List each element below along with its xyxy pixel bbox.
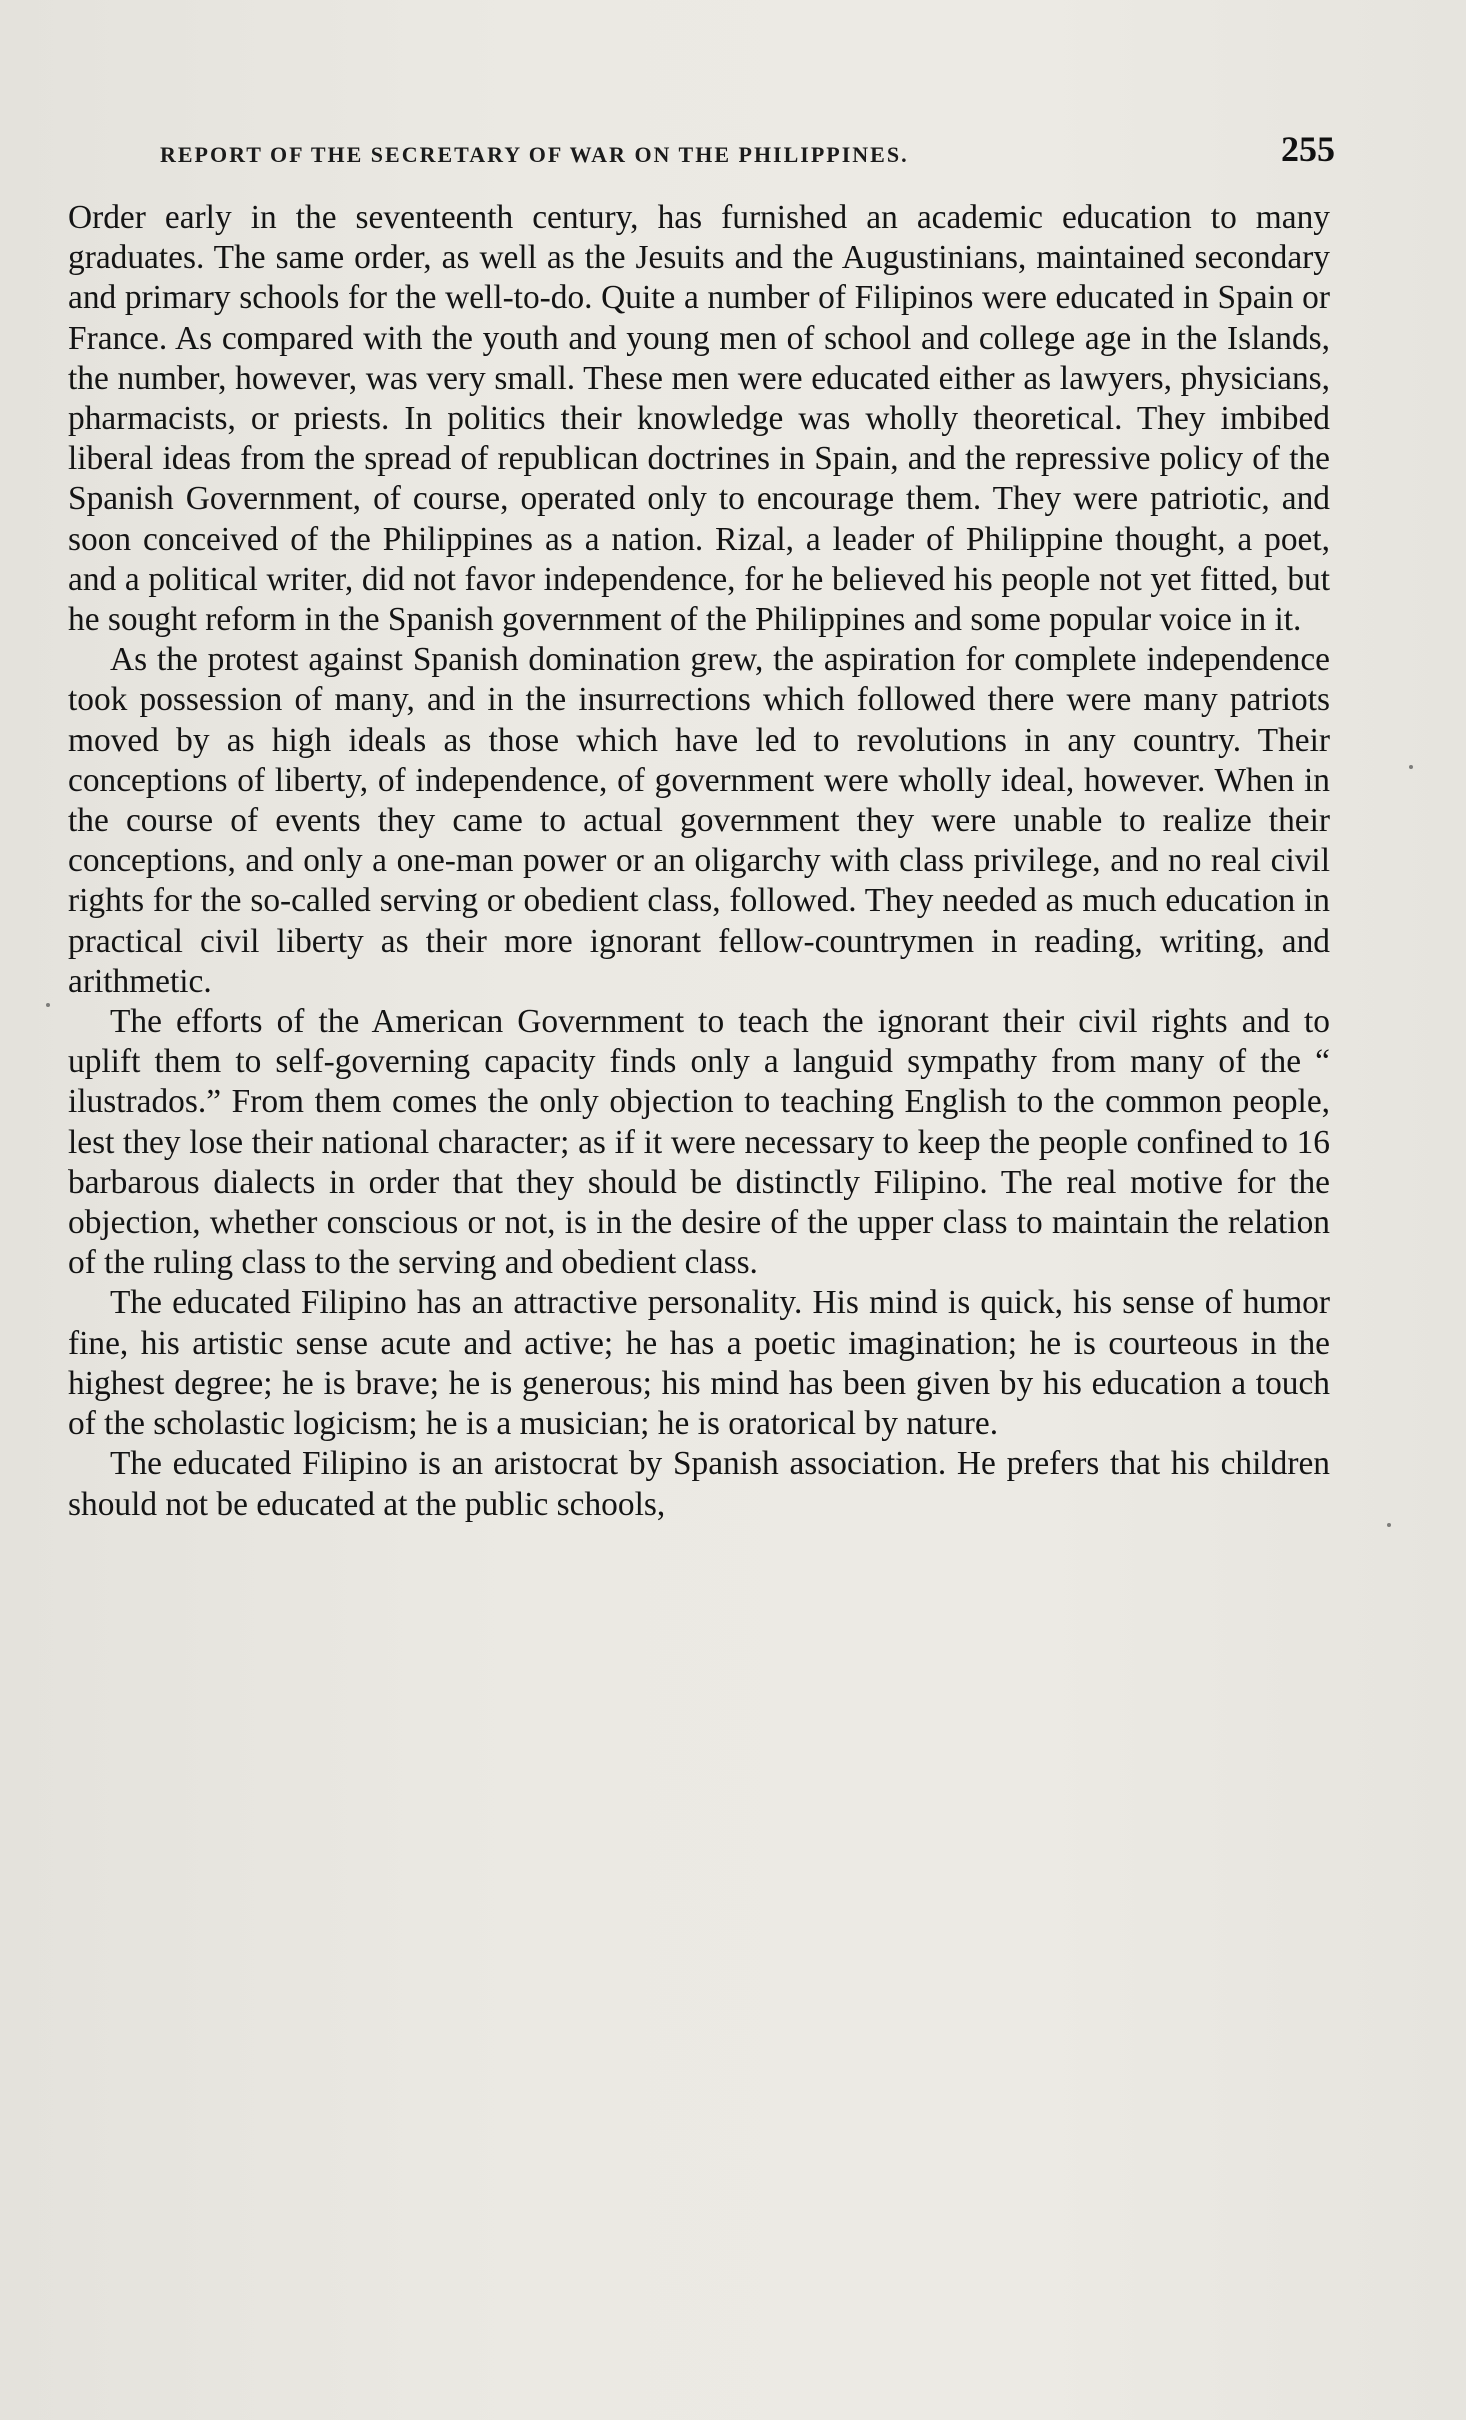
running-head: REPORT OF THE SECRETARY OF WAR ON THE PHILIPPINES. [160, 142, 909, 167]
page-header [160, 128, 1335, 188]
body-text [68, 198, 1330, 1525]
scan-speck [1409, 765, 1413, 769]
page-number: 255 [1281, 129, 1335, 169]
paragraph-3: The efforts of the American Government to teach the ignorant their civil rights and to uplift them to self-governing capacity finds only a languid sympathy from many of the “ ilustrados.” From them comes the only objection to teaching English to the common people, lest they lose their national character; as if it were necessary to keep the people confined to 16 barbarous dialects in order that they should be distinctly Filipino. The real motive for the objection, whether conscious or not, is in the desire of the upper class to maintain the relation of the ruling class to the serving and obedient class. [68, 1003, 1330, 1282]
scan-speck [1387, 1523, 1391, 1527]
scan-speck [46, 1003, 50, 1007]
paragraph-5: The educated Filipino is an aristocrat by Spanish association. He prefers that his children should not be educated at the public schools, [68, 1445, 1330, 1523]
paragraph-1: Order early in the seventeenth century, has furnished an academic education to many graduates. The same order, as well as the Jesuits and the Augustinians, maintained secondary and primary schools for the well-to-do. Quite a number of Filipinos were educated in Spain or France. As compared with the youth and young men of school and college age in the Islands, the number, however, was very small. These men were educated either as lawyers, physicians, pharmacists, or priests. In politics their knowledge was wholly theoretical. They imbibed liberal ideas from the spread of republican doctrines in Spain, and the repressive policy of the Spanish Government, of course, operated only to encourage them. They were patriotic, and soon conceived of the Philippines as a nation. Rizal, a leader of Philippine thought, a poet, and a political writer, did not favor independence, for he believed his people not yet fitted, but he sought reform in the Spanish government of the Philippines and some popular voice in it. [68, 199, 1330, 639]
paragraph-4: The educated Filipino has an attractive personality. His mind is quick, his sense of humor fine, his artistic sense acute and active; he has a poetic imagination; he is courteous in the highest degree; he is brave; he is generous; his mind has been given by his education a touch of the scholastic logicism; he is a musician; he is oratorical by nature. [68, 1284, 1330, 1443]
paragraph-2: As the protest against Spanish domination grew, the aspiration for complete independence took possession of many, and in the insurrections which followed there were many patriots moved by as high ideals as those which have led to revolutions in any country. Their conceptions of liberty, of independence, of government were wholly ideal, however. When in the course of events they came to actual government they were unable to realize their conceptions, and only a one-man power or an oligarchy with class privilege, and no real civil rights for the so-called serving or obedient class, followed. They needed as much education in practical civil liberty as their more ignorant fellow-countrymen in reading, writing, and arithmetic. [68, 641, 1330, 1000]
